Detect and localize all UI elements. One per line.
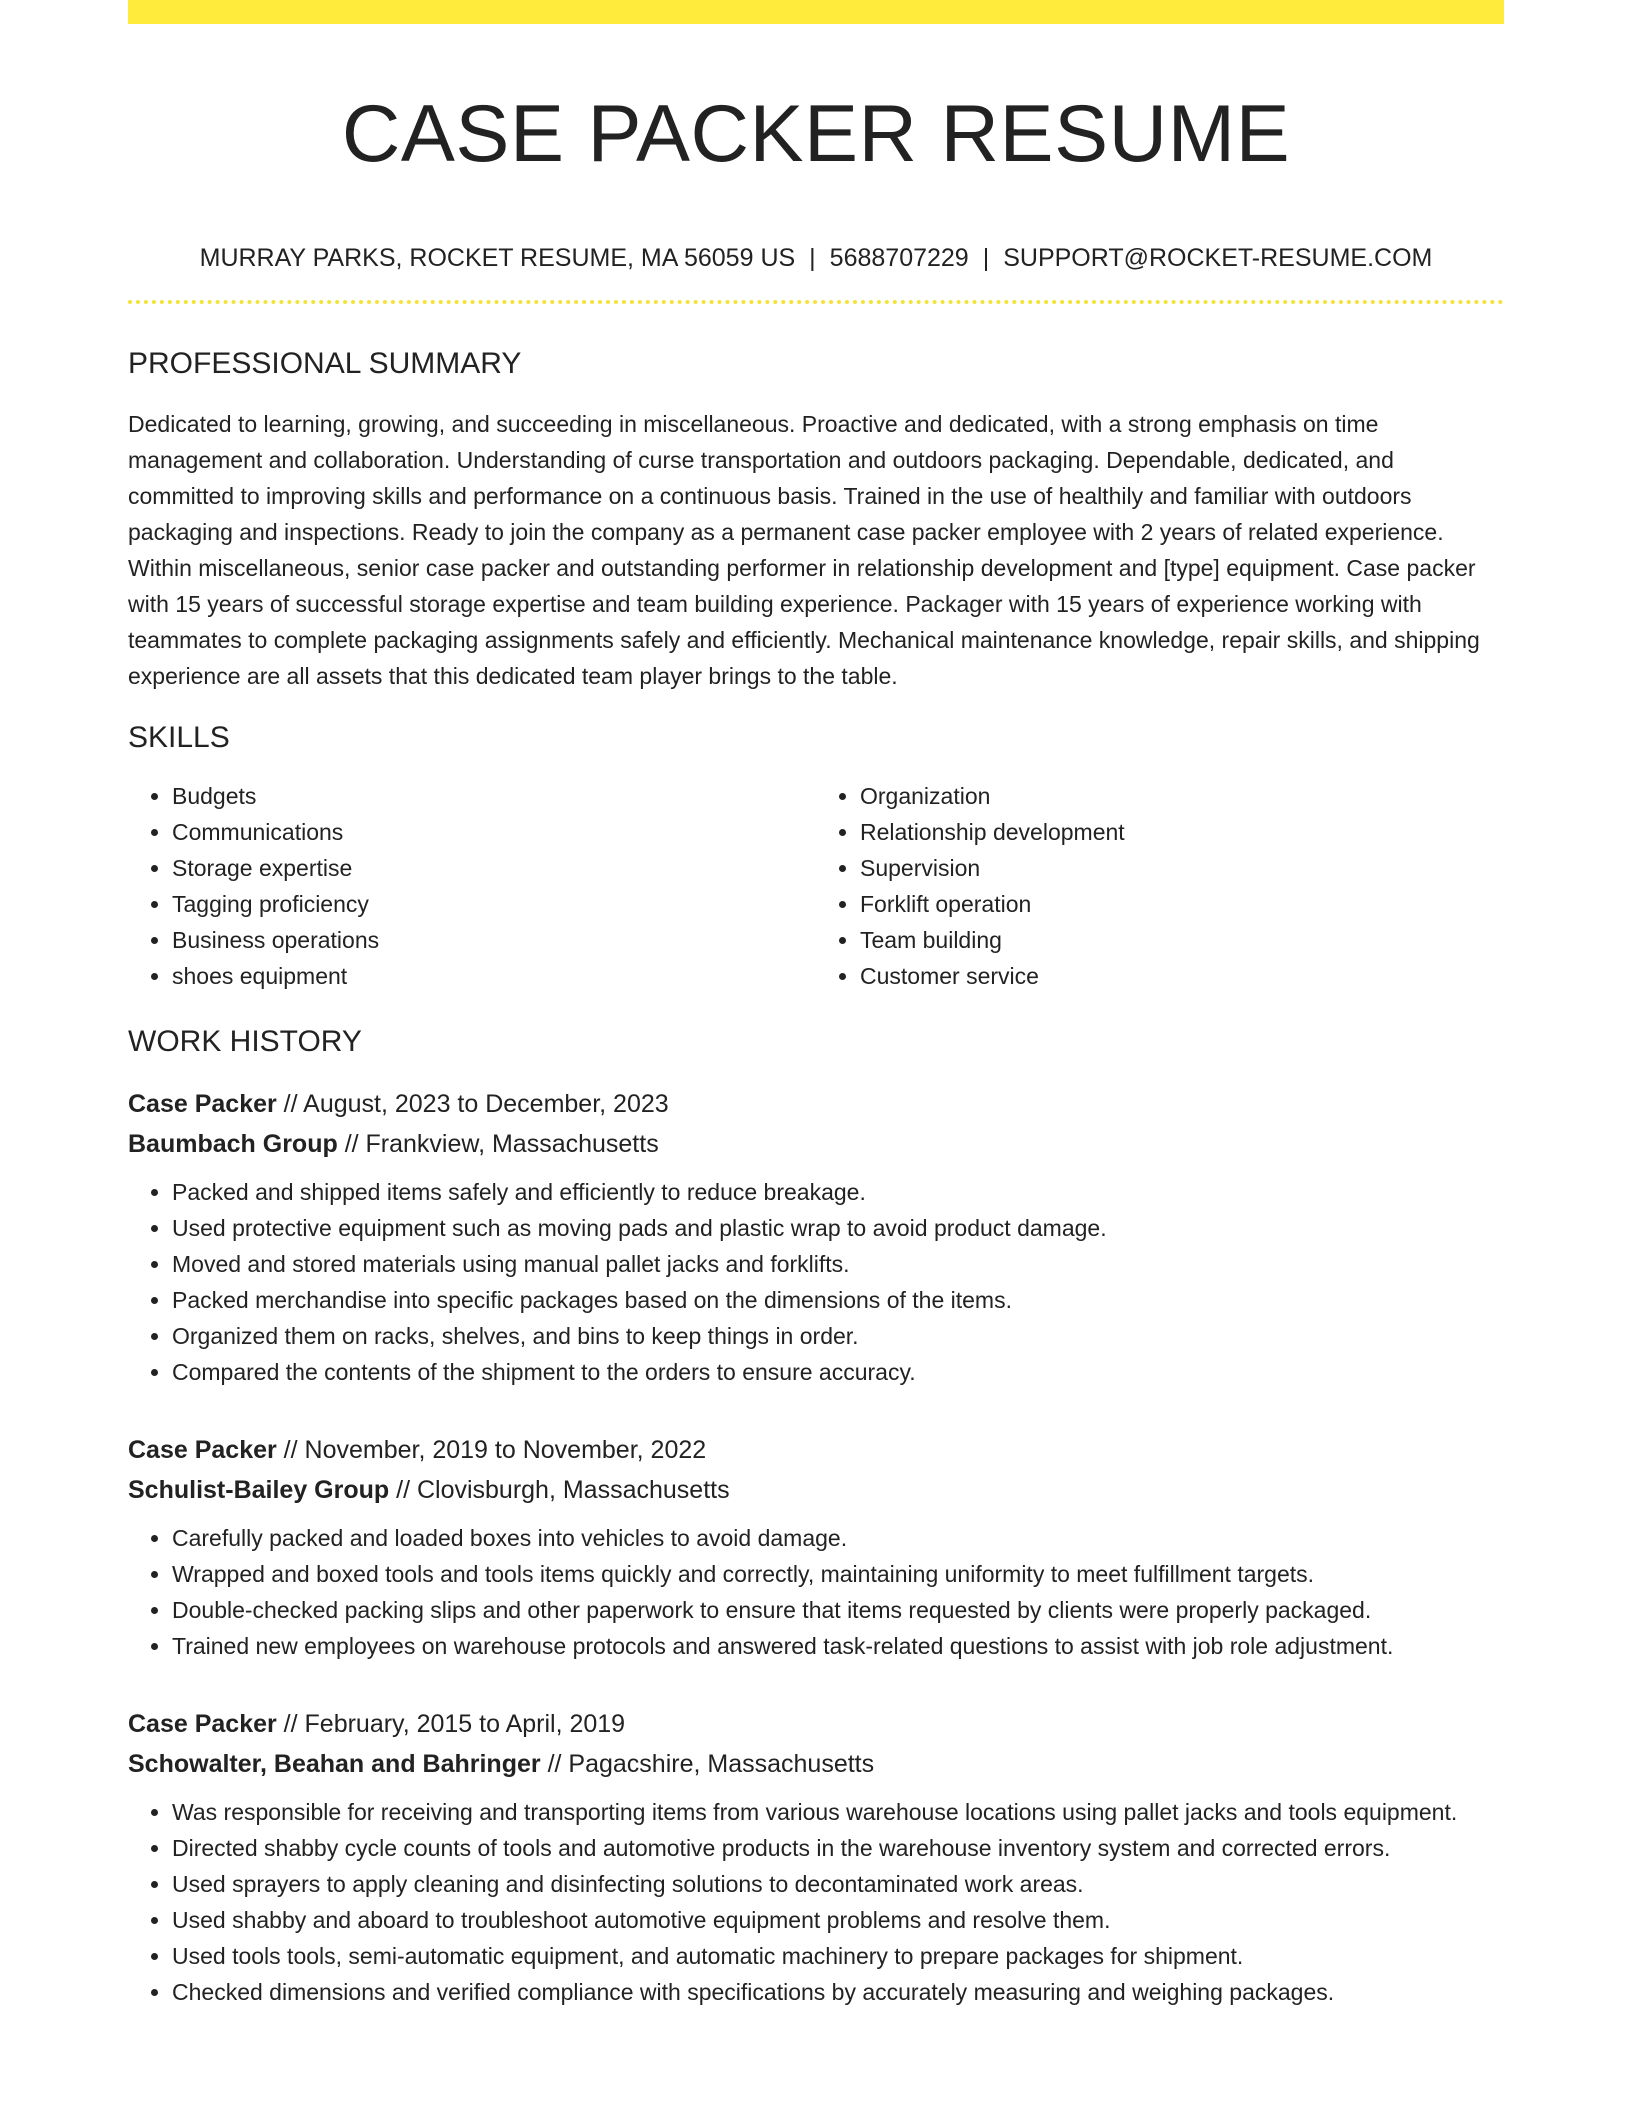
contact-line xyxy=(128,242,1504,274)
job-entry xyxy=(128,1084,1504,1390)
skills-column-right xyxy=(816,778,1504,994)
job-duty-item: • Compared the contents of the shipment to the orders to ensure accuracy. xyxy=(172,1354,1504,1390)
job-dates: // February, 2015 to April, 2019 xyxy=(276,1710,626,1738)
job-duties-list xyxy=(128,1174,1504,1390)
job-dates: // November, 2019 to November, 2022 xyxy=(276,1436,707,1464)
job-title-line xyxy=(128,1704,1504,1744)
dotted-divider xyxy=(128,300,1504,304)
skill-item: • Tagging proficiency xyxy=(172,886,816,922)
resume-title: CASE PACKER RESUME xyxy=(341,89,1291,179)
job-duty-item: • Carefully packed and loaded boxes into vehicles to avoid damage. xyxy=(172,1520,1504,1556)
job-entry xyxy=(128,1430,1504,1664)
job-duty-item: • Packed and shipped items safely and efficiently to reduce breakage. xyxy=(172,1174,1504,1210)
contact-separator: | xyxy=(809,244,816,272)
job-duty-item: • Used sprayers to apply cleaning and disinfecting solutions to decontaminated work areas. xyxy=(172,1866,1504,1902)
skills-grid xyxy=(128,778,1504,994)
skill-item: • Relationship development xyxy=(860,814,1504,850)
job-company: Schowalter, Beahan and Bahringer xyxy=(128,1750,541,1778)
job-company: Schulist-Bailey Group xyxy=(128,1476,390,1504)
job-company: Baumbach Group xyxy=(128,1130,338,1158)
skill-item: • Customer service xyxy=(860,958,1504,994)
summary-text: Dedicated to learning, growing, and succeeding in miscellaneous. Proactive and dedicated, with a strong emphasis on time management and collaboration. Understanding of curse transportation and outdoors packaging. Dependable, dedicated, and committed to improving skills and performance on a continuous basis. Trained in the use of healthily and familiar with outdoors packaging and inspections. Ready to join the company as a permanent case packer employee with 2 years of related experience. Within miscellaneous, senior case packer and outstanding performer in relationship development and [type] equipment. Case packer with 15 years of successful storage expertise and team building experience. Packager with 15 years of experience working with teammates to complete packaging assignments safely and efficiently. Mechanical maintenance knowledge, repair skills, and shipping experience are all assets that this dedicated team player brings to the table. xyxy=(128,411,1480,689)
job-title: Case Packer xyxy=(128,1090,277,1118)
contact-email: SUPPORT@ROCKET-RESUME.COM xyxy=(1003,244,1433,272)
job-duty-item: • Checked dimensions and verified compliance with specifications by accurately measuring and weighing packages. xyxy=(172,1974,1504,2010)
job-entry xyxy=(128,1704,1504,2010)
section-heading: SKILLS xyxy=(128,721,230,754)
job-title: Case Packer xyxy=(128,1710,277,1738)
skill-item: • Supervision xyxy=(860,850,1504,886)
skill-item: • Forklift operation xyxy=(860,886,1504,922)
skill-item: • Communications xyxy=(172,814,816,850)
job-duty-item: • Wrapped and boxed tools and tools items quickly and correctly, maintaining uniformity to meet fulfillment targets. xyxy=(172,1556,1504,1592)
contact-phone: 5688707229 xyxy=(829,244,969,272)
job-duty-item: • Used tools tools, semi-automatic equipment, and automatic machinery to prepare packages for shipment. xyxy=(172,1938,1504,1974)
skill-item: • Storage expertise xyxy=(172,850,816,886)
work-history-section xyxy=(128,1022,1504,2010)
skill-item: • Team building xyxy=(860,922,1504,958)
job-duty-item: • Trained new employees on warehouse protocols and answered task-related questions to assist with job role adjustment. xyxy=(172,1628,1504,1664)
jobs-list xyxy=(128,1084,1504,2010)
job-location: // Frankview, Massachusetts xyxy=(337,1130,659,1158)
job-location: // Clovisburgh, Massachusetts xyxy=(389,1476,730,1504)
job-title-line xyxy=(128,1430,1504,1470)
accent-top-bar xyxy=(128,0,1504,24)
contact-separator: | xyxy=(982,244,990,272)
job-company-line xyxy=(128,1744,1504,1784)
skill-item: • Organization xyxy=(860,778,1504,814)
job-company-line xyxy=(128,1124,1504,1164)
job-location: // Pagacshire, Massachusetts xyxy=(540,1750,875,1778)
job-duty-item: • Used protective equipment such as moving pads and plastic wrap to avoid product damage. xyxy=(172,1210,1504,1246)
skills-column-left xyxy=(128,778,816,994)
job-duty-item: • Double-checked packing slips and other paperwork to ensure that items requested by clients were properly packaged. xyxy=(172,1592,1504,1628)
job-title: Case Packer xyxy=(128,1436,277,1464)
skills-section xyxy=(128,718,1504,994)
job-duty-item: • Moved and stored materials using manual pallet jacks and forklifts. xyxy=(172,1246,1504,1282)
resume-page xyxy=(128,0,1504,2010)
job-duty-item: • Packed merchandise into specific packages based on the dimensions of the items. xyxy=(172,1282,1504,1318)
contact-address: MURRAY PARKS, ROCKET RESUME, MA 56059 US xyxy=(199,244,796,272)
job-dates: // August, 2023 to December, 2023 xyxy=(276,1090,669,1118)
section-heading: WORK HISTORY xyxy=(128,1025,362,1058)
skill-item: • Budgets xyxy=(172,778,816,814)
job-duty-item: • Was responsible for receiving and transporting items from various warehouse locations using pallet jacks and tools equipment. xyxy=(172,1794,1504,1830)
job-company-line xyxy=(128,1470,1504,1510)
job-title-line xyxy=(128,1084,1504,1124)
job-duty-item: • Organized them on racks, shelves, and bins to keep things in order. xyxy=(172,1318,1504,1354)
job-duties-list xyxy=(128,1794,1504,2010)
job-duty-item: • Directed shabby cycle counts of tools and automotive products in the warehouse inventory system and corrected errors. xyxy=(172,1830,1504,1866)
section-heading: PROFESSIONAL SUMMARY xyxy=(128,347,522,380)
skill-item: • Business operations xyxy=(172,922,816,958)
job-duties-list xyxy=(128,1520,1504,1664)
skill-item: • shoes equipment xyxy=(172,958,816,994)
job-duty-item: • Used shabby and aboard to troubleshoot automotive equipment problems and resolve them. xyxy=(172,1902,1504,1938)
professional-summary-section xyxy=(128,344,1504,694)
